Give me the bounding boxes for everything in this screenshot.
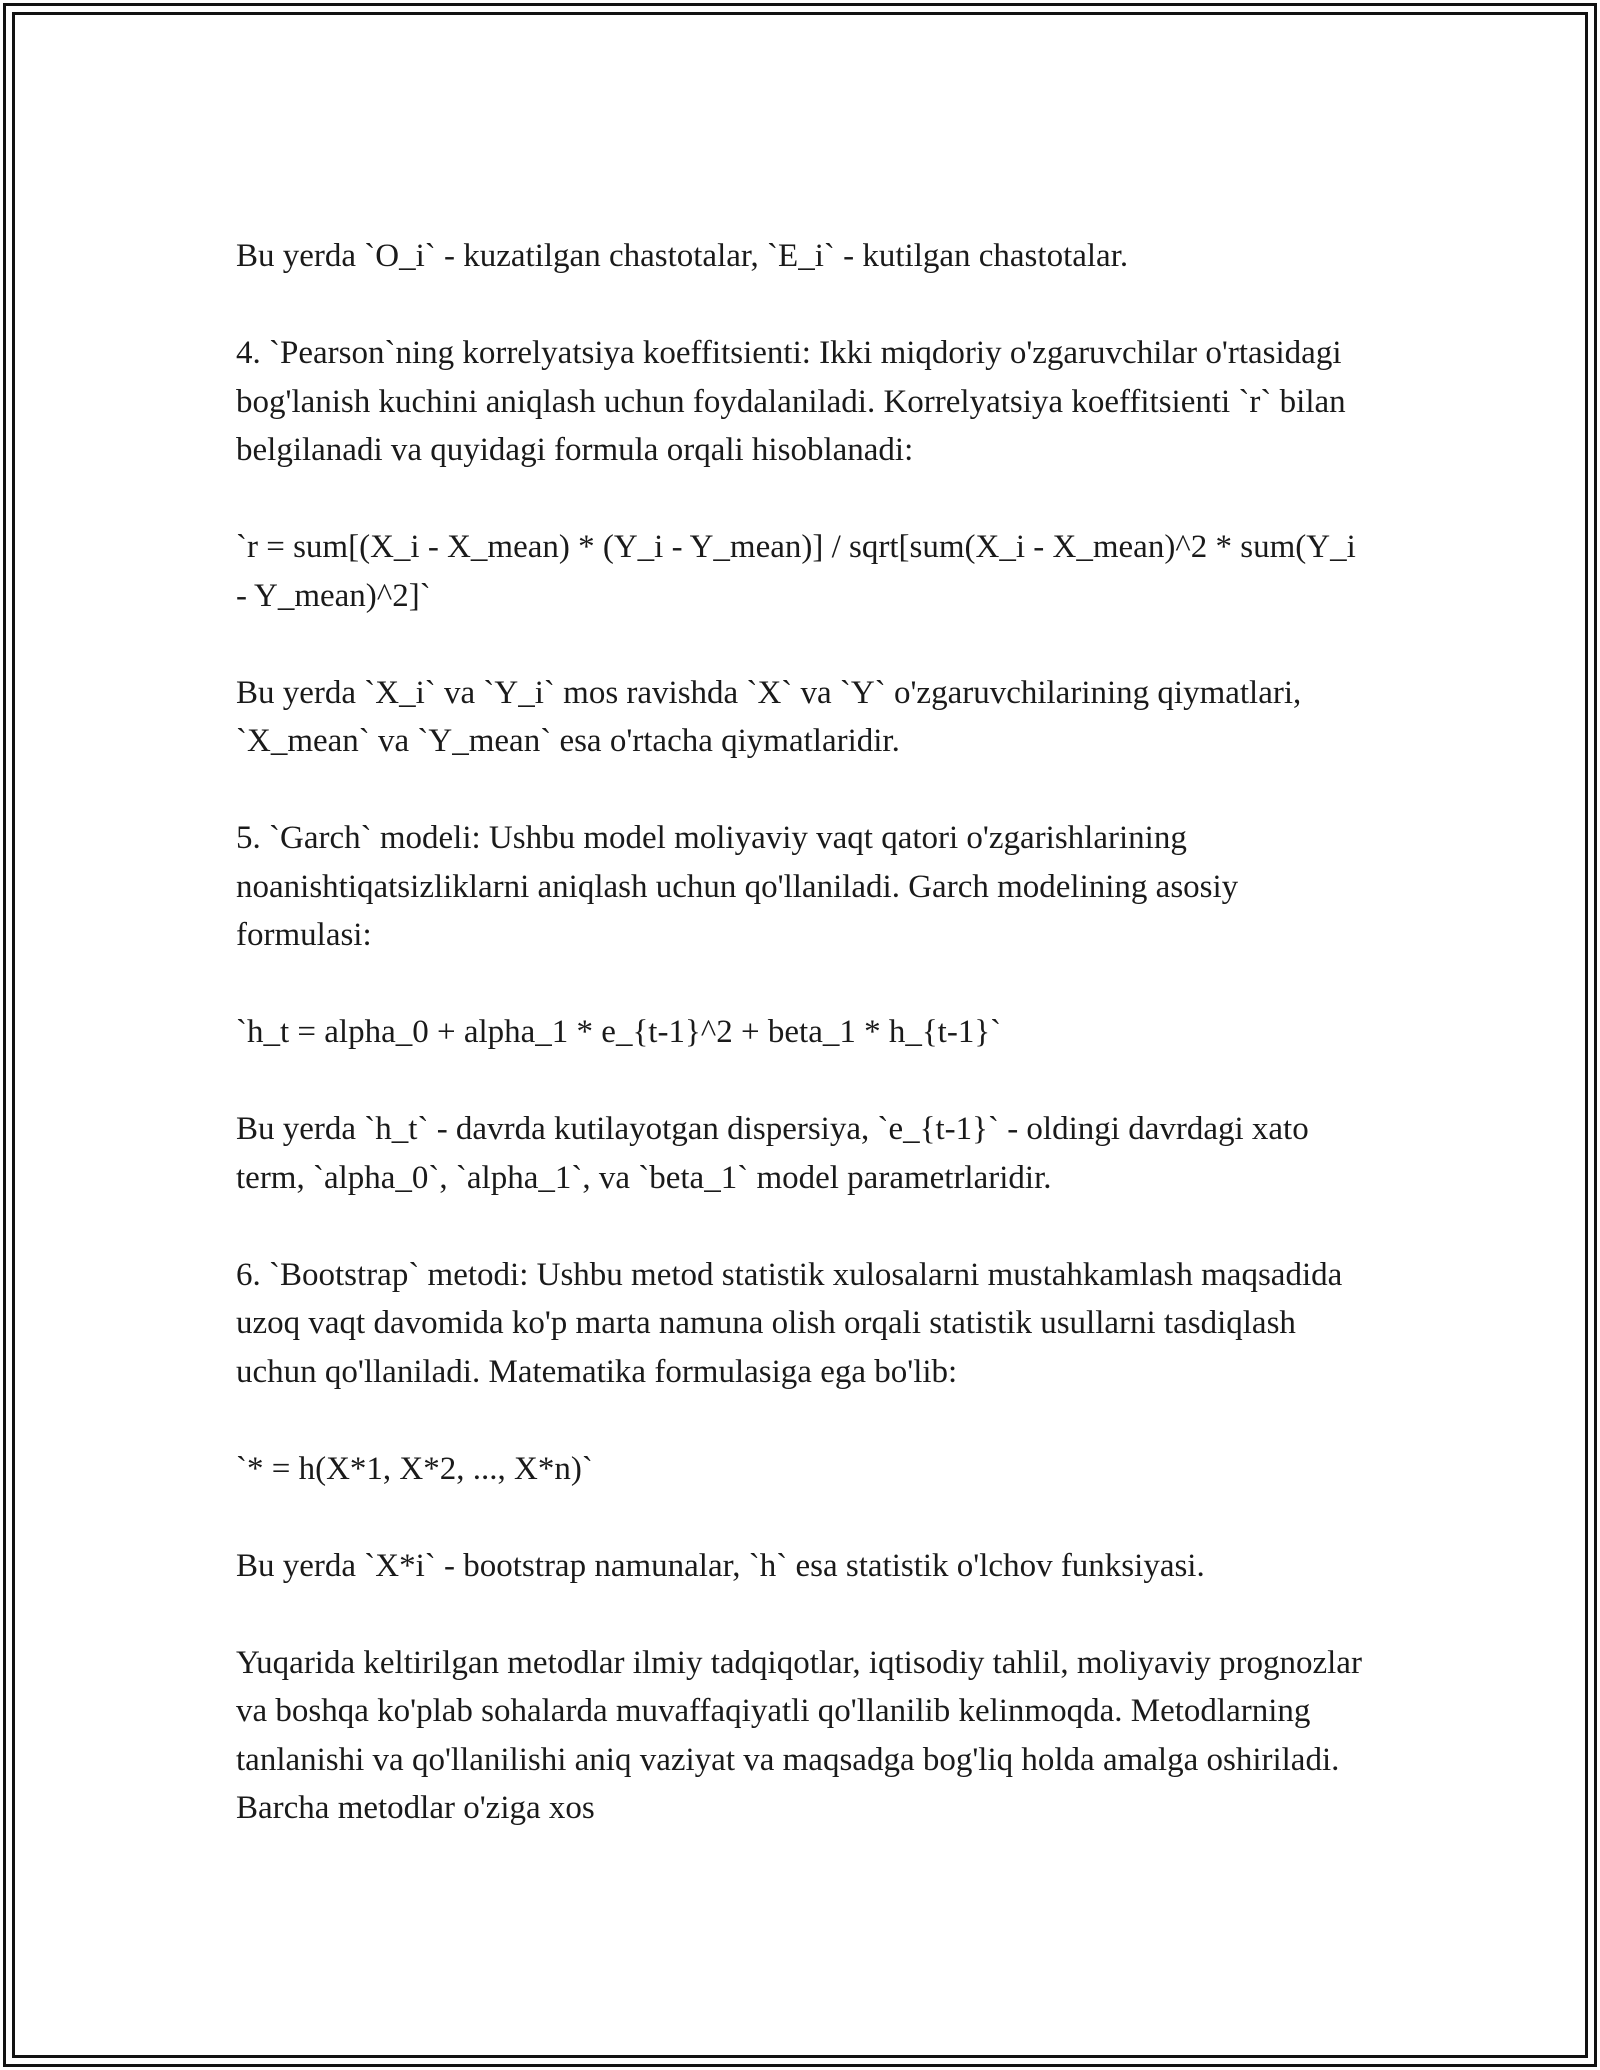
document-body — [236, 232, 1366, 1833]
paragraph-bootstrap: 6. `Bootstrap` metodi: Ushbu metod statistik xulosalarni mustahkamlash maqsadida uzoq vaqt davomida ko'p marta namuna olish orqali statistik usullarni tasdiqlash uchun qo'llaniladi. Matematika formulasiga ega bo'lib: — [236, 1256, 1343, 1390]
formula-bootstrap: `* = h(X*1, X*2, ..., X*n)` — [236, 1450, 593, 1487]
formula-pearson: `r = sum[(X_i - X_mean) * (Y_i - Y_mean)] / sqrt[sum(X_i - X_mean)^2 * sum(Y_i - Y_mean)^2]` — [236, 529, 1356, 614]
paragraph-pearson: 4. `Pearson`ning korrelyatsiya koeffitsienti: Ikki miqdoriy o'zgaruvchilar o'rtasidagi bog'lanish kuchini aniqlash uchun foydalaniladi. Korrelyatsiya koeffitsienti `r` bilan belgilanadi va quyidagi formula orqali hisoblanadi: — [236, 335, 1346, 468]
paragraph-conclusion: Yuqarida keltirilgan metodlar ilmiy tadqiqotlar, iqtisodiy tahlil, moliyaviy prognozlar va boshqa ko'plab sohalarda muvaffaqiyatli qo'llanilib kelinmoqda. Metodlarning tanlanishi va qo'llanilishi aniq vaziyat va maqsadga bog'liq holda amalga oshiriladi. Barcha metodlar o'ziga xos — [236, 1644, 1362, 1826]
paragraph-pearson-note: Bu yerda `X_i` va `Y_i` mos ravishda `X` va `Y` o'zgaruvchilarining qiymatlari, `X_mean` va `Y_mean` esa o'rtacha qiymatlaridir. — [236, 674, 1302, 759]
paragraph-garch-note: Bu yerda `h_t` - davrda kutilayotgan dispersiya, `e_{t-1}` - oldingi davrdagi xato term, `alpha_0`, `alpha_1`, va `beta_1` model parametrlaridir. — [236, 1111, 1309, 1196]
formula-garch: `h_t = alpha_0 + alpha_1 * e_{t-1}^2 + beta_1 * h_{t-1}` — [236, 1014, 1002, 1050]
paragraph-garch: 5. `Garch` modeli: Ushbu model moliyaviy vaqt qatori o'zgarishlarining noanishtiqatsizliklarni aniqlash uchun qo'llaniladi. Garch modelining asosiy formulasi: — [236, 820, 1239, 953]
paragraph-bootstrap-note: Bu yerda `X*i` - bootstrap namunalar, `h` esa statistik o'lchov funksiyasi. — [236, 1547, 1205, 1584]
paragraph-chi-square-note: Bu yerda `O_i` - kuzatilgan chastotalar, `E_i` - kutilgan chastotalar. — [236, 238, 1129, 274]
